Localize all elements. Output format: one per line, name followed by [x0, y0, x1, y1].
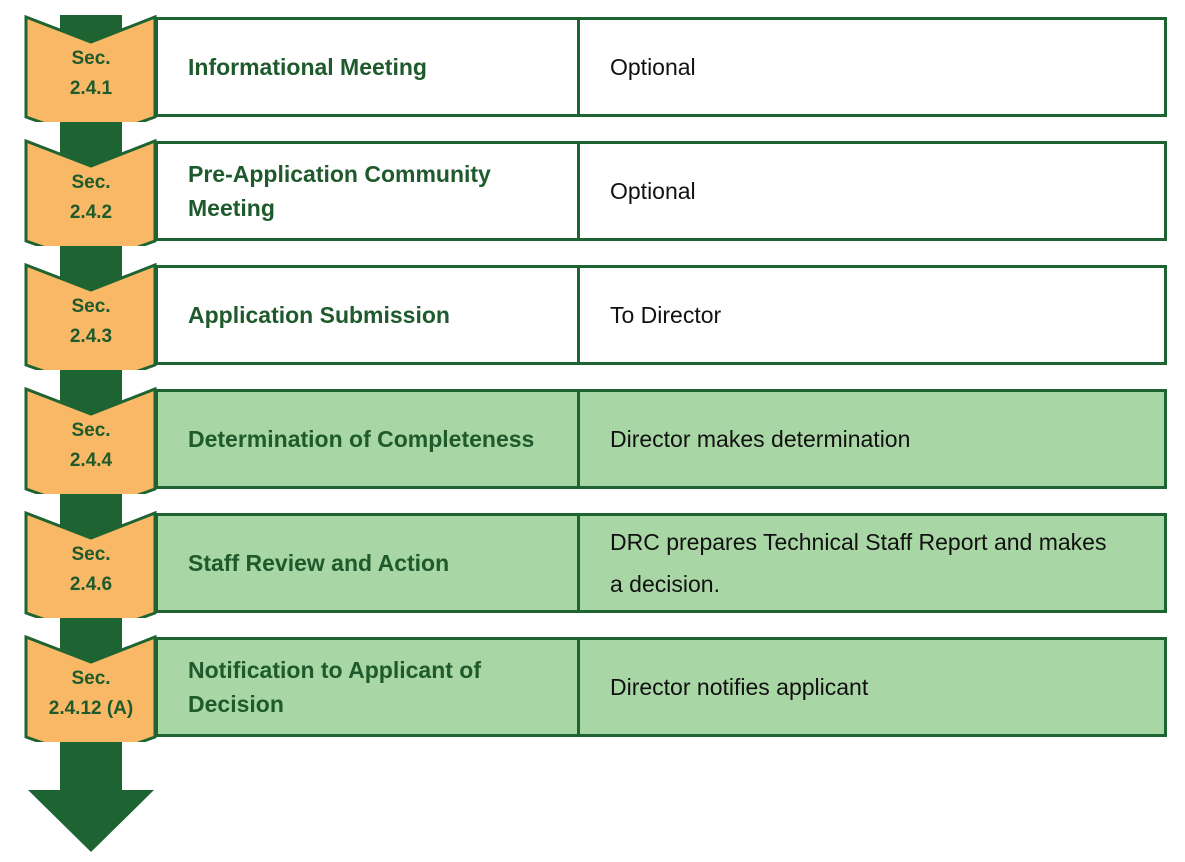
section-label-prefix: Sec. — [71, 172, 111, 193]
section-badge — [0, 372, 170, 494]
step-action — [580, 268, 1164, 362]
process-step — [0, 0, 1185, 122]
step-name — [158, 144, 580, 238]
process-step — [0, 620, 1185, 742]
step-action — [580, 20, 1164, 114]
step-action-text: Optional — [610, 54, 696, 80]
section-label-prefix: Sec. — [71, 48, 111, 69]
step-action — [580, 144, 1164, 238]
section-label — [26, 40, 156, 108]
section-label — [26, 288, 156, 356]
section-label — [26, 536, 156, 604]
section-number: 2.4.4 — [69, 450, 113, 471]
step-name-text: Application Submission — [188, 302, 450, 328]
section-label-prefix: Sec. — [71, 668, 111, 689]
step-row — [155, 389, 1167, 489]
step-name-text: Determination of Completeness — [188, 426, 535, 452]
section-badge — [0, 496, 170, 618]
process-step — [0, 124, 1185, 246]
section-badge — [0, 0, 170, 122]
section-label — [26, 660, 156, 728]
flow-arrow-head — [28, 790, 154, 852]
step-action-text: DRC prepares Technical Staff Report and makes a decision. — [610, 529, 1107, 597]
step-action — [580, 640, 1164, 734]
section-badge — [0, 620, 170, 742]
section-badge — [0, 124, 170, 246]
process-step — [0, 372, 1185, 494]
step-action — [580, 392, 1164, 486]
step-action-text: To Director — [610, 302, 722, 328]
section-number: 2.4.1 — [69, 78, 113, 99]
step-action-text: Director makes determination — [610, 426, 911, 452]
step-row — [155, 17, 1167, 117]
section-label — [26, 164, 156, 232]
section-number: 2.4.12 (A) — [48, 698, 134, 719]
step-row — [155, 637, 1167, 737]
section-label-prefix: Sec. — [71, 296, 111, 317]
step-action-text: Director notifies applicant — [610, 674, 869, 700]
step-name — [158, 516, 580, 610]
process-step — [0, 496, 1185, 618]
section-number: 2.4.2 — [69, 202, 113, 223]
step-action-text: Optional — [610, 178, 696, 204]
step-row — [155, 265, 1167, 365]
step-name — [158, 640, 580, 734]
step-name-text: Informational Meeting — [188, 54, 427, 80]
section-badge — [0, 248, 170, 370]
step-name-text: Pre-Application Community Meeting — [188, 161, 491, 221]
section-label-prefix: Sec. — [71, 420, 111, 441]
section-label-prefix: Sec. — [71, 544, 111, 565]
step-name-text: Staff Review and Action — [188, 550, 450, 576]
process-step — [0, 248, 1185, 370]
step-name — [158, 268, 580, 362]
section-label — [26, 412, 156, 480]
step-row — [155, 513, 1167, 613]
section-number: 2.4.6 — [69, 574, 113, 595]
step-action — [580, 516, 1164, 610]
section-number: 2.4.3 — [69, 326, 113, 347]
step-name — [158, 392, 580, 486]
step-name — [158, 20, 580, 114]
step-name-text: Notification to Applicant of Decision — [188, 657, 482, 717]
step-row — [155, 141, 1167, 241]
